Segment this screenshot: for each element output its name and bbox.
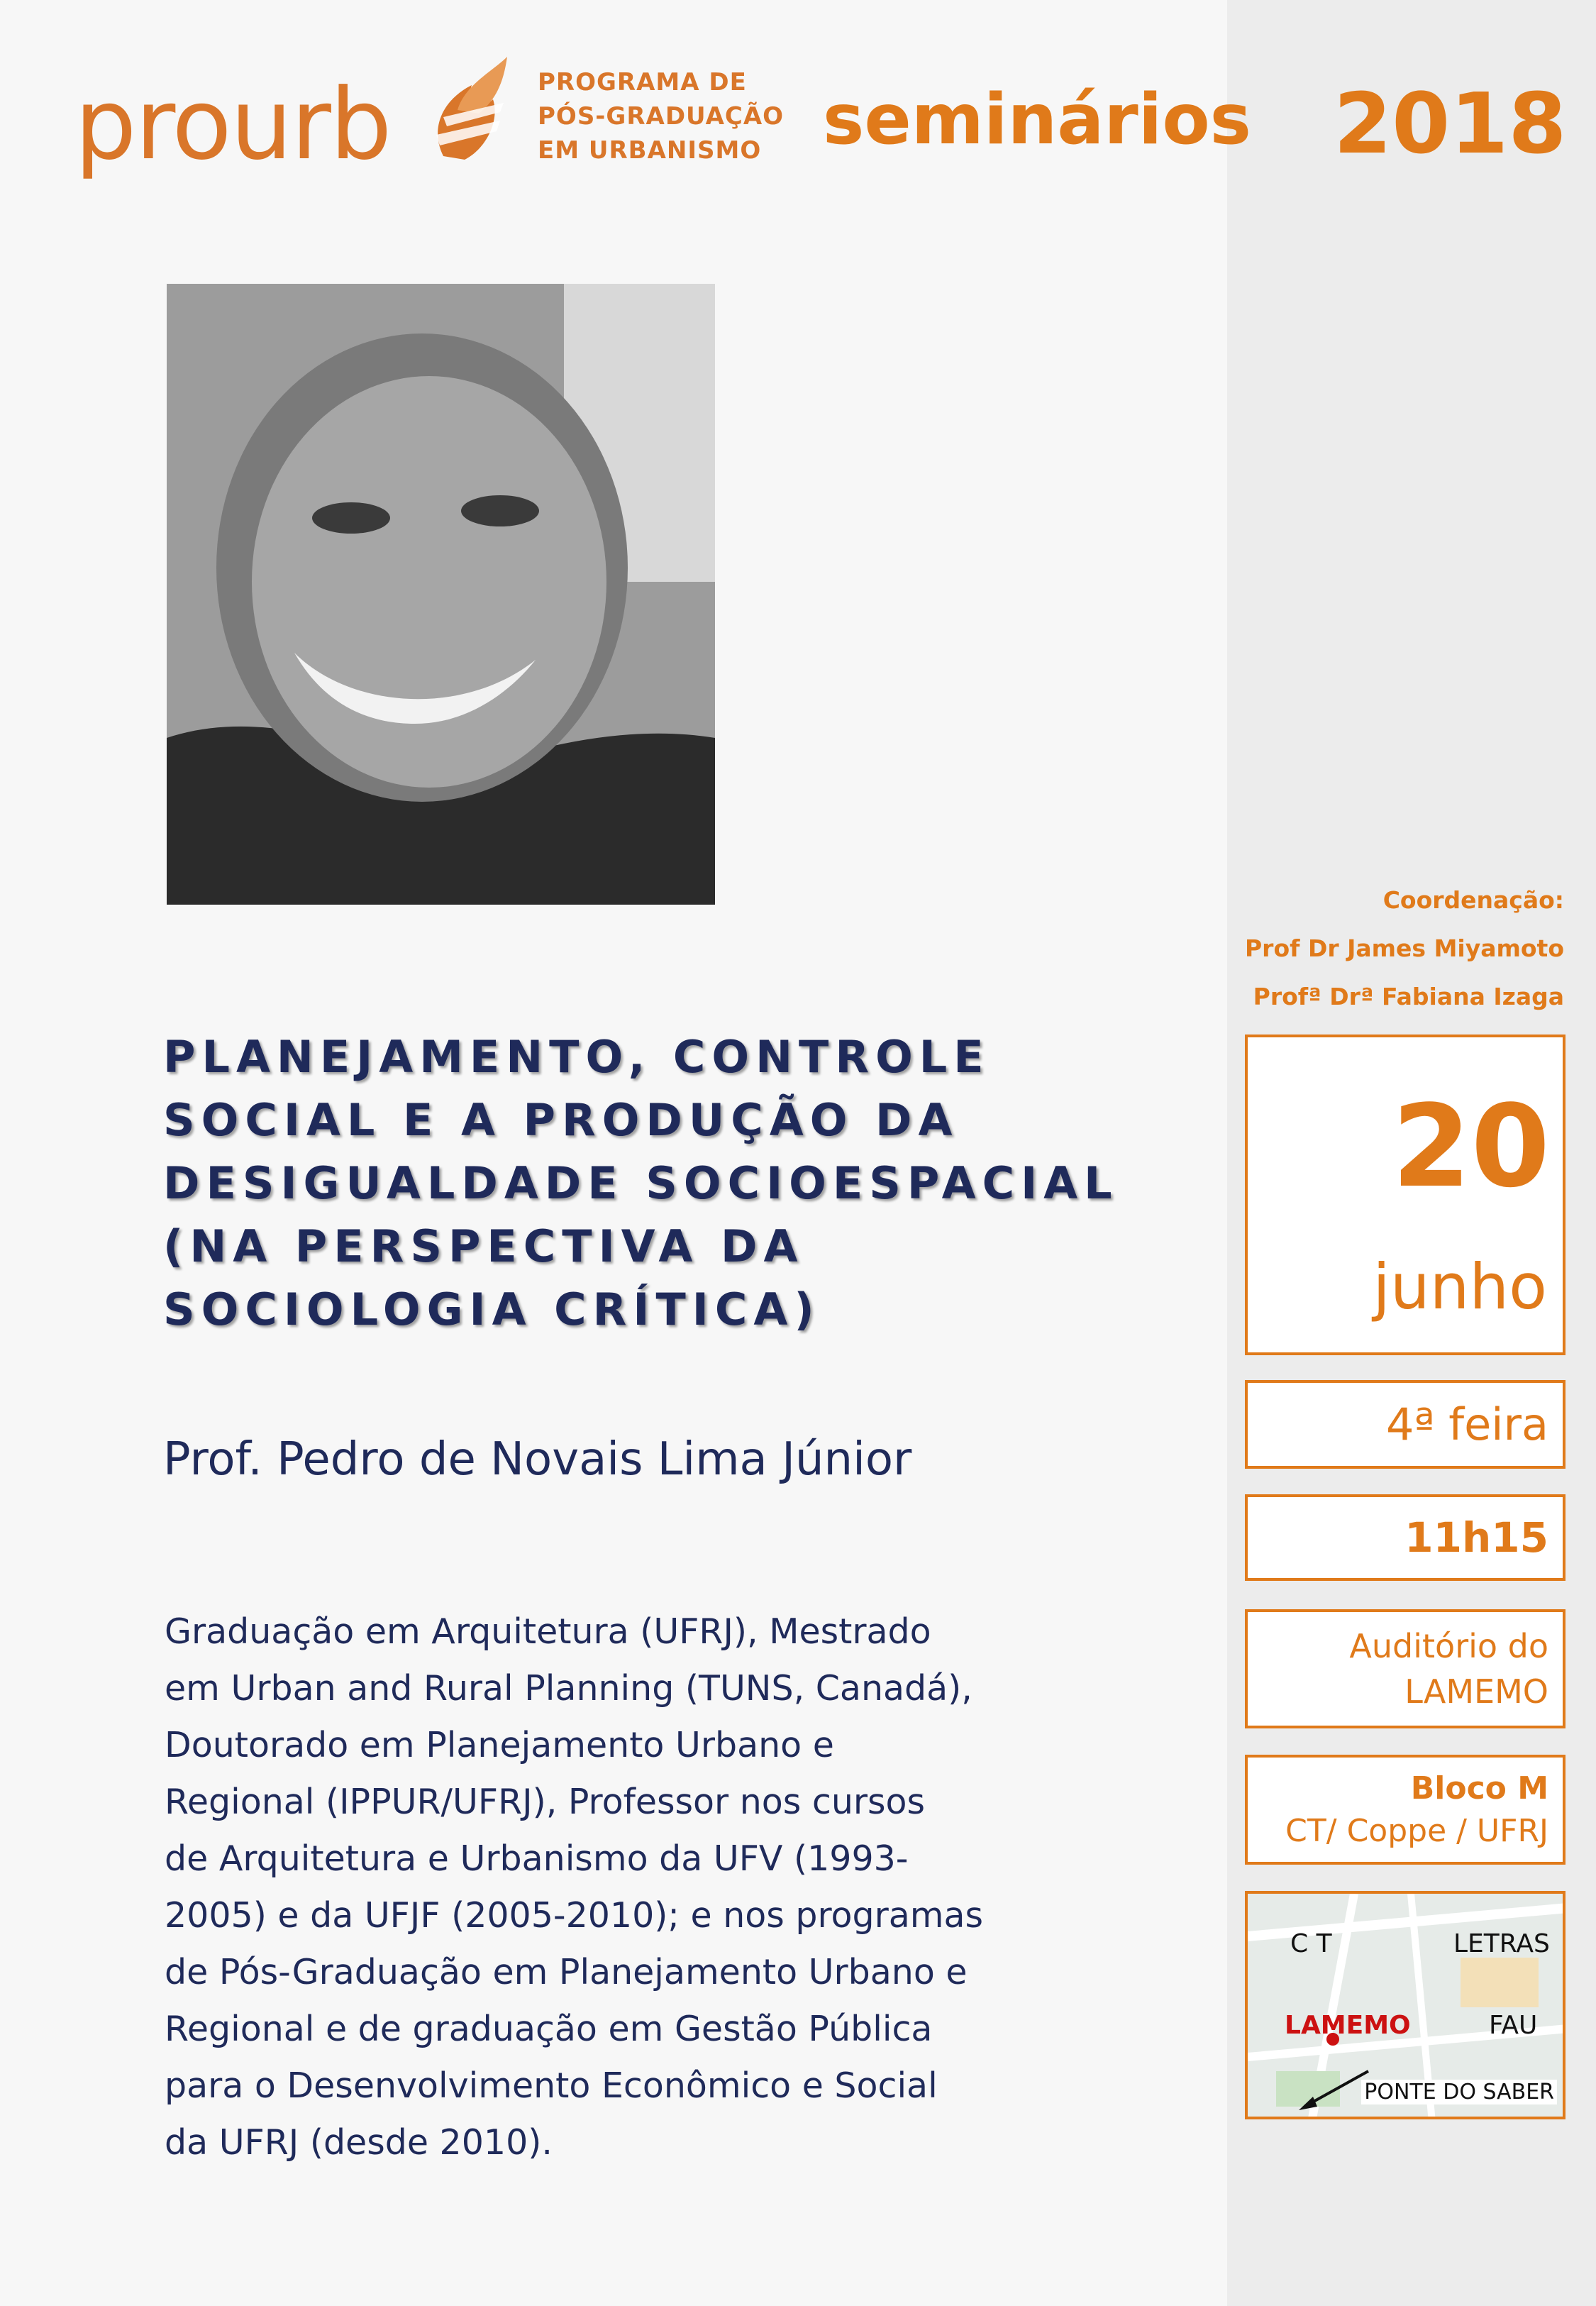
map-label-ct: C T — [1290, 1929, 1332, 1958]
coordinator-name: Profª Drª Fabiana Izaga — [1253, 983, 1564, 1010]
map-label-ponte: PONTE DO SABER — [1361, 2080, 1557, 2104]
venue-line: LAMEMO — [1404, 1672, 1548, 1711]
coordination-label: Coordenação: — [1382, 886, 1564, 914]
talk-title-line: SOCIAL E A PRODUÇÃO DA — [163, 1094, 959, 1146]
location-box — [1245, 1755, 1565, 1865]
time-box: 11h15 — [1245, 1494, 1565, 1581]
coordinator-name: Prof Dr James Miyamoto — [1244, 934, 1564, 962]
speaker-bio — [165, 1604, 1186, 2171]
event-month: junho — [1373, 1250, 1547, 1323]
venue-line: Auditório do — [1349, 1627, 1548, 1665]
bio-line: 2005) e da UFJF (2005-2010); e nos programas — [165, 1895, 984, 1936]
series-title: seminários — [823, 79, 1251, 160]
talk-title-line: PLANEJAMENTO, CONTROLE — [163, 1031, 990, 1083]
program-line-1: PROGRAMA DE — [538, 68, 747, 96]
venue-box — [1245, 1609, 1565, 1728]
bio-line: Regional (IPPUR/UFRJ), Professor nos cursos — [165, 1782, 926, 1822]
talk-title — [163, 1025, 1156, 1341]
bio-line: de Pós-Graduação em Planejamento Urbano e — [165, 1952, 968, 1992]
talk-title-line: (NA PERSPECTIVA DA — [163, 1220, 804, 1272]
talk-title-line: DESIGUALDADE SOCIOESPACIAL — [163, 1157, 1119, 1209]
map-label-lamemo: LAMEMO — [1285, 2011, 1411, 2040]
bio-line: Regional e de graduação em Gestão Pública — [165, 2009, 933, 2049]
year: 2018 — [1334, 75, 1567, 172]
program-line-3: EM URBANISMO — [538, 136, 762, 165]
program-name — [538, 65, 836, 167]
bio-line: de Arquitetura e Urbanismo da UFV (1993- — [165, 1838, 909, 1879]
bio-line: Doutorado em Planejamento Urbano e — [165, 1725, 834, 1765]
campus-name: CT/ Coppe / UFRJ — [1285, 1813, 1548, 1849]
weekday-box: 4ª feira — [1245, 1380, 1565, 1469]
bio-line: Graduação em Arquitetura (UFRJ), Mestrado — [165, 1611, 931, 1652]
location-map — [1245, 1891, 1565, 2119]
bio-line: para o Desenvolvimento Econômico e Social — [165, 2065, 938, 2106]
map-label-letras: LETRAS — [1453, 1929, 1550, 1958]
block-name: Bloco M — [1410, 1770, 1548, 1806]
coordination — [1245, 876, 1564, 1021]
talk-title-line: SOCIOLOGIA CRÍTICA) — [163, 1284, 821, 1335]
bio-line: em Urban and Rural Planning (TUNS, Canadá), — [165, 1668, 972, 1709]
map-label-fau: FAU — [1489, 2011, 1538, 2040]
event-day: 20 — [1392, 1080, 1550, 1213]
flame-logo-icon — [422, 43, 528, 167]
logo-wordmark: prourb — [74, 67, 391, 182]
bio-line: da UFRJ (desde 2010). — [165, 2122, 553, 2163]
speaker-photo — [167, 284, 715, 905]
date-box — [1245, 1035, 1565, 1355]
program-line-2: PÓS-GRADUAÇÃO — [538, 102, 785, 131]
speaker-name: Prof. Pedro de Novais Lima Júnior — [163, 1433, 912, 1486]
